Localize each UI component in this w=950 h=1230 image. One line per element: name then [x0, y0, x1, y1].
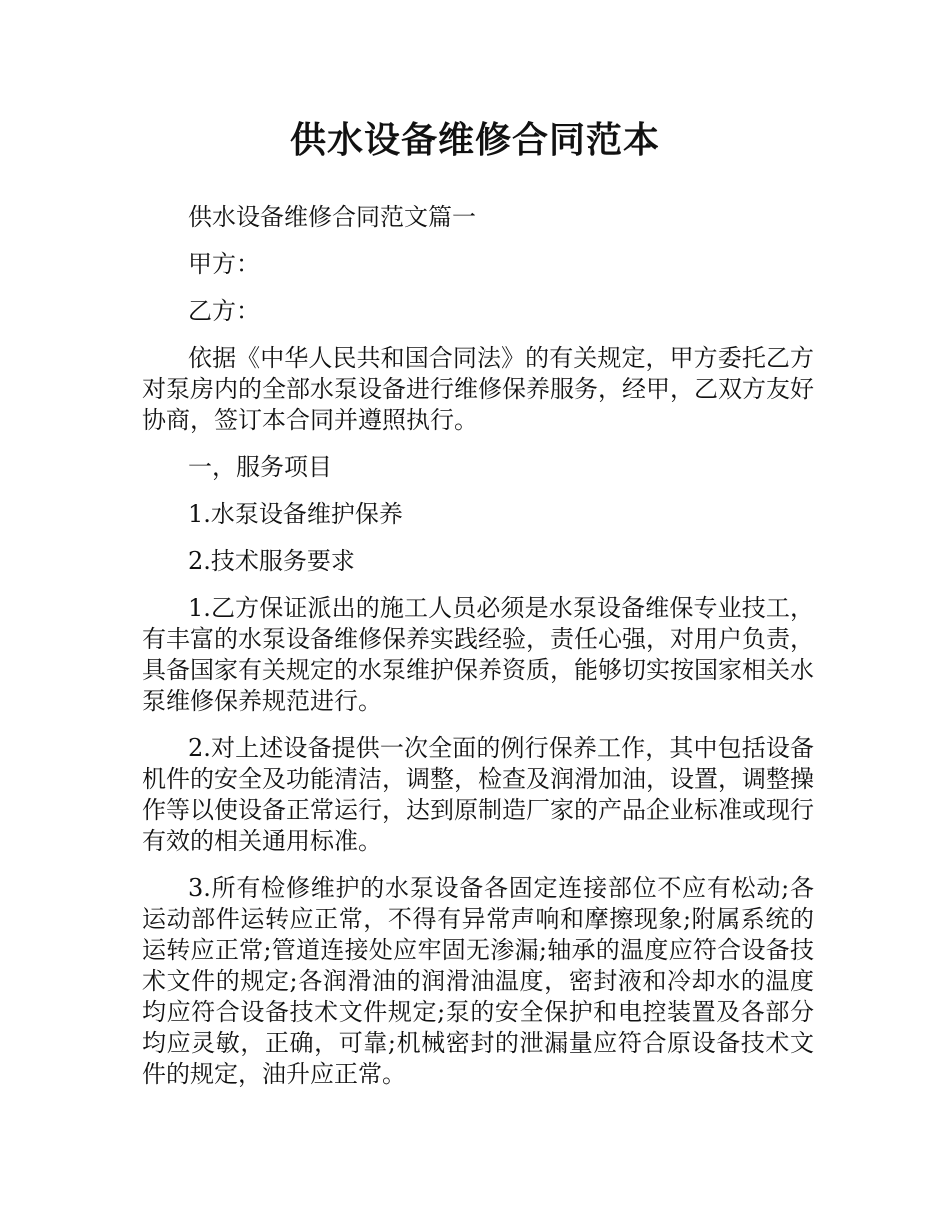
document-body	[142, 202, 814, 1106]
paragraph-item-1: 1.水泵设备维护保养	[188, 500, 403, 528]
paragraph-item-2: 2.技术服务要求	[188, 547, 355, 575]
paragraph-subtitle: 供水设备维修合同范文篇一	[188, 203, 476, 231]
paragraph-requirement-2: 2.对上述设备提供一次全面的例行保养工作，其中包括设备机件的安全及功能清洁，调整，检查及润滑加油，设置，调整操作等以使设备正常运行，达到原制造厂家的产品企业标准或现行有效的相关通用标准。	[142, 734, 814, 855]
paragraph-party-b: 乙方：	[188, 297, 260, 325]
paragraph-requirement-3: 3.所有检修维护的水泵设备各固定连接部位不应有松动;各运动部件运转应正常，不得有异常声响和摩擦现象;附属系统的运转应正常;管道连接处应牢固无渗漏;轴承的温度应符合设备技术文件的规定;各润滑油的润滑油温度，密封液和冷却水的温度均应符合设备技术文件规定;泵的安全保护和电控装置及各部分均应灵敏，正确，可靠;机械密封的泄漏量应符合原设备技术文件的规定，油升应正常。	[142, 874, 814, 1088]
document-title: 供水设备维修合同范本	[289, 120, 660, 161]
paragraph-preamble: 依据《中华人民共和国合同法》的有关规定，甲方委托乙方对泵房内的全部水泵设备进行维修保养服务，经甲，乙双方友好协商，签订本合同并遵照执行。	[142, 344, 814, 434]
paragraph-party-a: 甲方：	[188, 250, 260, 278]
paragraph-requirement-1: 1.乙方保证派出的施工人员必须是水泵设备维保专业技工，有丰富的水泵设备维修保养实践经验，责任心强，对用户负责，具备国家有关规定的水泵维护保养资质，能够切实按国家相关水泵维修保养规范进行。	[142, 594, 814, 715]
paragraph-section-heading: 一，服务项目	[188, 453, 332, 481]
